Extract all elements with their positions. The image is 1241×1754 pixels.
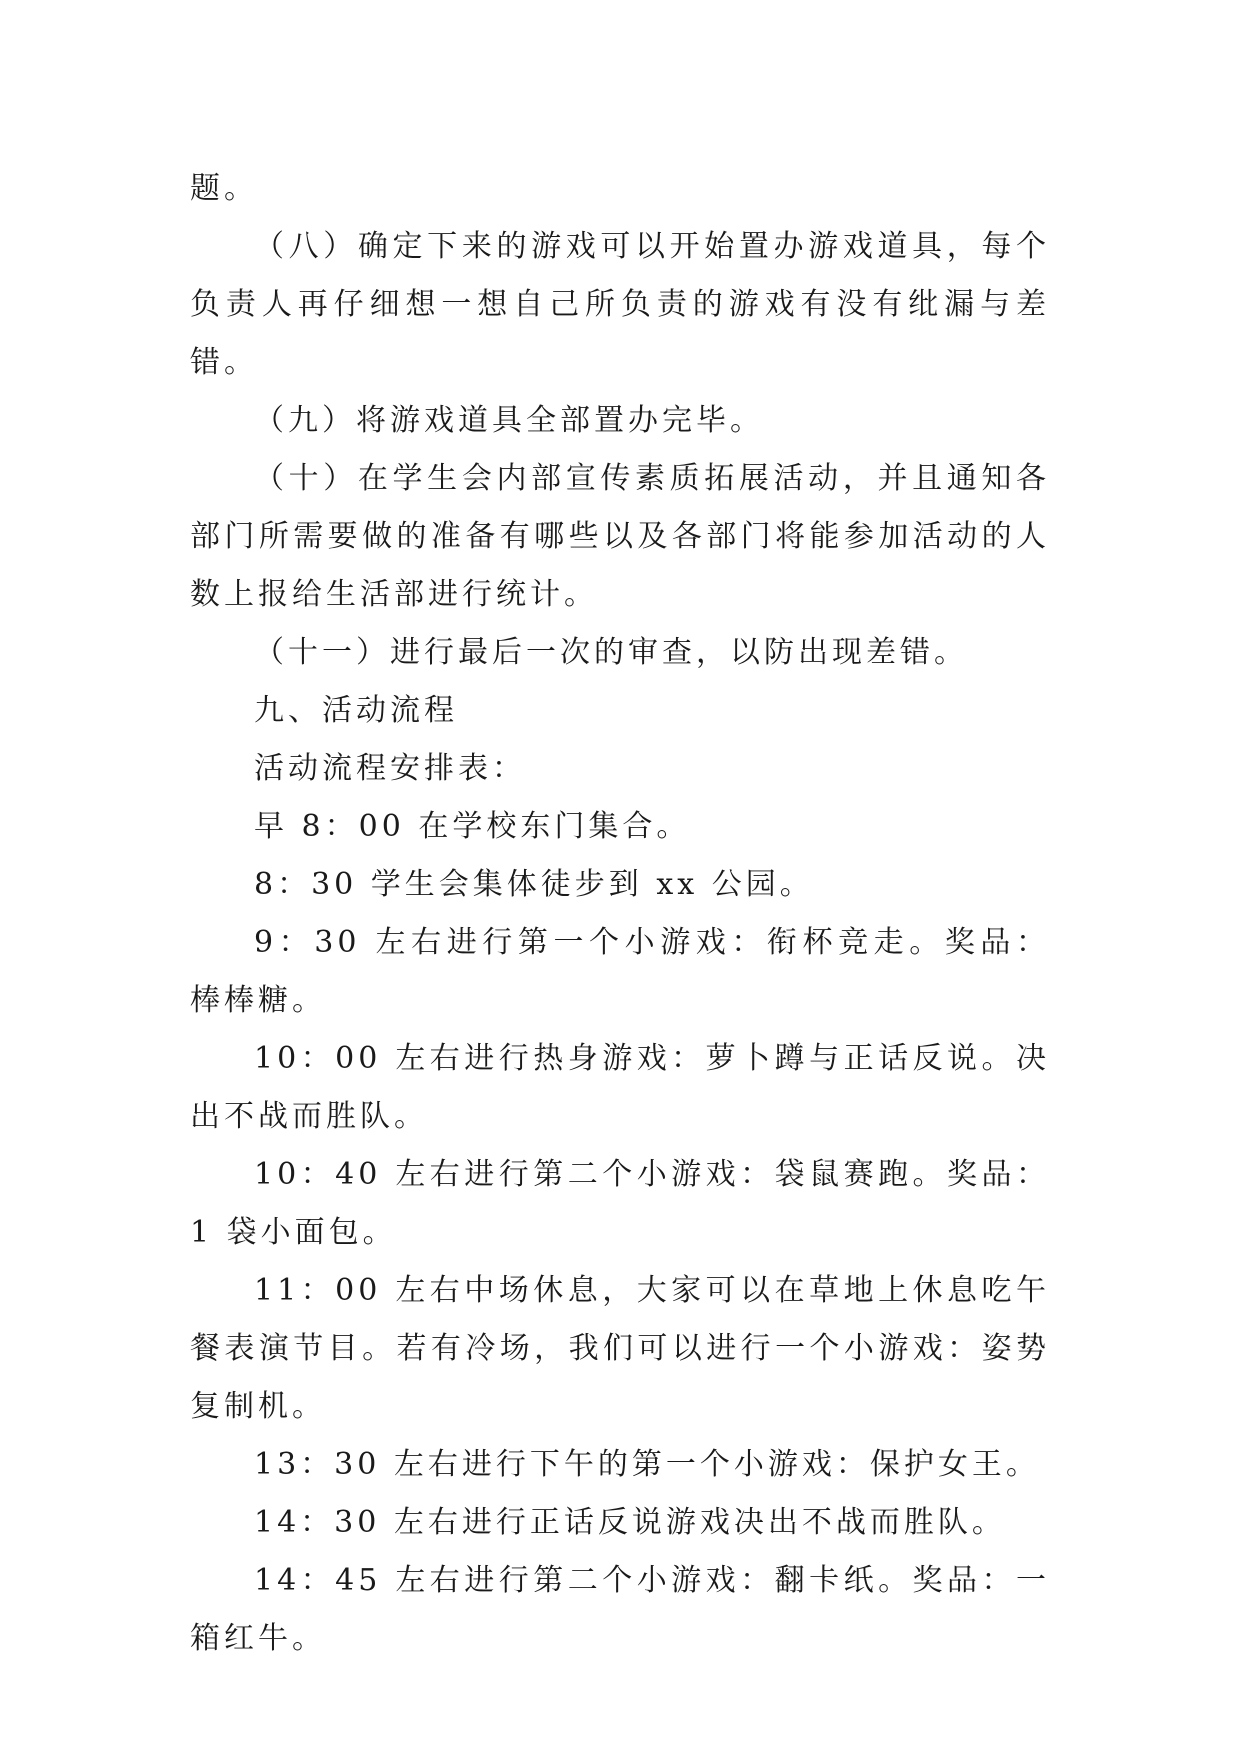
schedule-entry: 9：30 左右进行第一个小游戏：衔杯竞走。奖品：棒棒糖。 [190,925,1050,1018]
schedule-entry: 10：40 左右进行第二个小游戏：袋鼠赛跑。奖品：1 袋小面包。 [190,1157,1050,1250]
paragraph-item-11: （十一）进行最后一次的审查，以防出现差错。 [254,635,968,670]
paragraph-item-9: （九）将游戏道具全部置办完毕。 [254,403,764,438]
schedule-entry: 11：00 左右中场休息，大家可以在草地上休息吃午餐表演节目。若有冷场，我们可以进行一个小游戏：姿势复制机。 [190,1273,1050,1424]
schedule-entry: 10：00 左右进行热身游戏：萝卜蹲与正话反说。决出不战而胜队。 [190,1041,1050,1134]
paragraph-item-8: （八）确定下来的游戏可以开始置办游戏道具，每个负责人再仔细想一想自己所负责的游戏有没有纰漏与差错。 [190,229,1050,380]
schedule-entry: 14：45 左右进行第二个小游戏：翻卡纸。奖品：一箱红牛。 [190,1563,1050,1656]
document-body [190,160,1050,1668]
schedule-entry: 13：30 左右进行下午的第一个小游戏：保护女王。 [254,1447,1040,1482]
schedule-entry: 早 8：00 在学校东门集合。 [254,809,691,844]
paragraph-item-10: （十）在学生会内部宣传素质拓展活动，并且通知各部门所需要做的准备有哪些以及各部门将能参加活动的人数上报给生活部进行统计。 [190,461,1050,612]
schedule-entry: 14：30 左右进行正话反说游戏决出不战而胜队。 [254,1505,1006,1540]
paragraph-continuation: 题。 [190,171,258,206]
schedule-title: 活动流程安排表： [254,751,526,786]
schedule-entry: 8：30 学生会集体徒步到 xx 公园。 [254,867,814,902]
section-heading: 九、活动流程 [254,693,458,728]
